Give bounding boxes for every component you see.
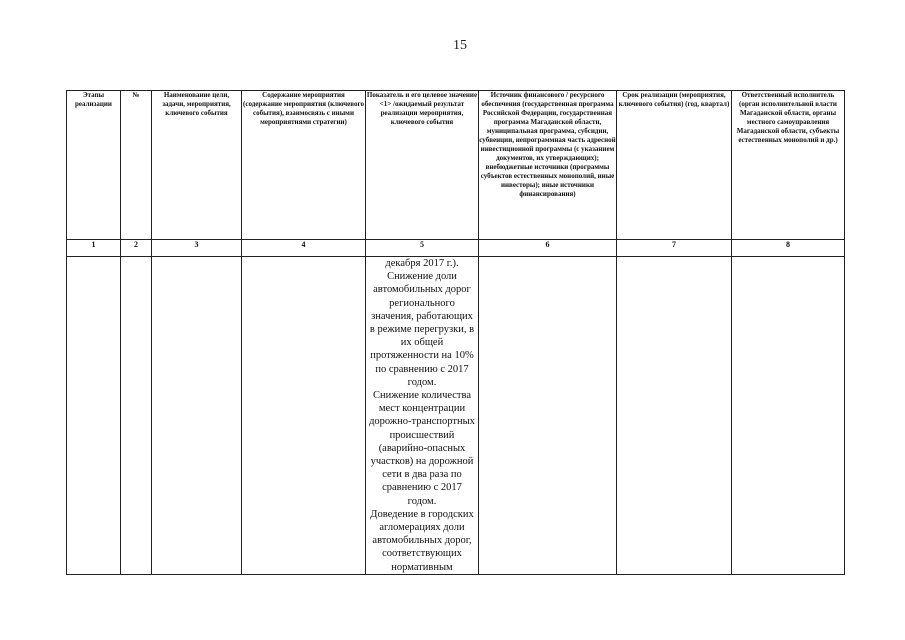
cell-goal-name — [152, 257, 242, 575]
column-number: 6 — [479, 240, 617, 257]
column-number: 8 — [732, 240, 845, 257]
indicator-text-line: автомобильных дорог — [373, 284, 471, 296]
header-goal-name: Наименование цели, задачи, мероприятия, ключевого события — [152, 91, 242, 240]
column-number: 1 — [67, 240, 121, 257]
header-responsible: Ответственный исполнитель (орган исполнительной власти Магаданской области, органы местного самоуправления Магаданской области, субъекты естественных монополий и др.) — [732, 91, 845, 240]
page-number: 15 — [453, 38, 467, 53]
indicator-text-line: протяженности на 10% — [370, 350, 474, 362]
header-measure-content: Содержание мероприятия (содержание мероприятия (ключевого события), взаимосвязь с иными мероприятиями стратегии) — [242, 91, 366, 240]
indicator-text-line: сети в два раза по — [382, 469, 462, 481]
header-indicator: Показатель и его целевое значение <1> /ожидаемый результат реализации мероприятия, ключевого события — [366, 91, 479, 240]
action-plan-table — [66, 90, 845, 575]
indicator-text-line: происшествий — [389, 429, 455, 441]
indicator-text-line: автомобильных дорог, — [372, 535, 472, 547]
indicator-text-line: значения, работающих — [371, 310, 473, 322]
indicator-text-line: их общей — [400, 337, 444, 349]
column-number: 5 — [366, 240, 479, 257]
column-number: 2 — [121, 240, 152, 257]
indicator-text-line: агломерациях доли — [379, 522, 465, 534]
indicator-text-line: мест концентрации — [378, 403, 466, 415]
indicator-text-line: Доведение в городских — [370, 508, 474, 520]
cell-responsible — [732, 257, 845, 575]
indicator-text-line: дорожно-транспортных — [369, 416, 475, 428]
indicator-text-line: участков) на дорожной — [370, 456, 474, 468]
column-number-row — [67, 240, 845, 257]
header-deadline: Срок реализации (мероприятия, ключевого события) (год, квартал) — [617, 91, 732, 240]
cell-stages — [67, 257, 121, 575]
indicator-text-line: регионального — [389, 297, 455, 309]
cell-funding-source — [479, 257, 617, 575]
indicator-text-line: (аварийно-опасных — [378, 442, 466, 454]
table-row — [67, 257, 845, 575]
indicator-text-line: соответствующих — [382, 548, 462, 560]
header-stages: Этапы реализации — [67, 91, 121, 240]
indicator-text-line: по сравнению с 2017 — [375, 363, 469, 375]
indicator-text-line: сравнению с 2017 — [382, 482, 462, 494]
indicator-text-line: Снижение доли — [387, 271, 457, 283]
cell-number — [121, 257, 152, 575]
indicator-text-line: в режиме перегрузки, в — [369, 324, 475, 336]
cell-measure-content — [242, 257, 366, 575]
column-number: 7 — [617, 240, 732, 257]
header-funding-source: Источник финансового / ресурсного обеспечения (государственная программа Российской Федерации, государственная программа Магаданской области, муниципальная программа, субсидии, субвенции, непрограммная часть адресной инвестиционной программы (с указанием документов, их утверждающих); внебюджетные источники (программы субъектов естественных монополий, иные инвесторы); иные источники финансирования) — [479, 91, 617, 240]
header-row — [67, 91, 845, 240]
cell-indicator — [366, 257, 479, 575]
cell-deadline — [617, 257, 732, 575]
indicator-text-line: декабря 2017 г.). — [385, 258, 459, 269]
indicator-text-line: Снижение количества — [372, 390, 471, 402]
indicator-text-line: нормативным — [391, 561, 453, 573]
column-number: 4 — [242, 240, 366, 257]
header-number: № — [121, 91, 152, 240]
indicator-text-line: годом. — [407, 376, 437, 388]
column-number: 3 — [152, 240, 242, 257]
indicator-text-line: годом. — [407, 495, 437, 507]
